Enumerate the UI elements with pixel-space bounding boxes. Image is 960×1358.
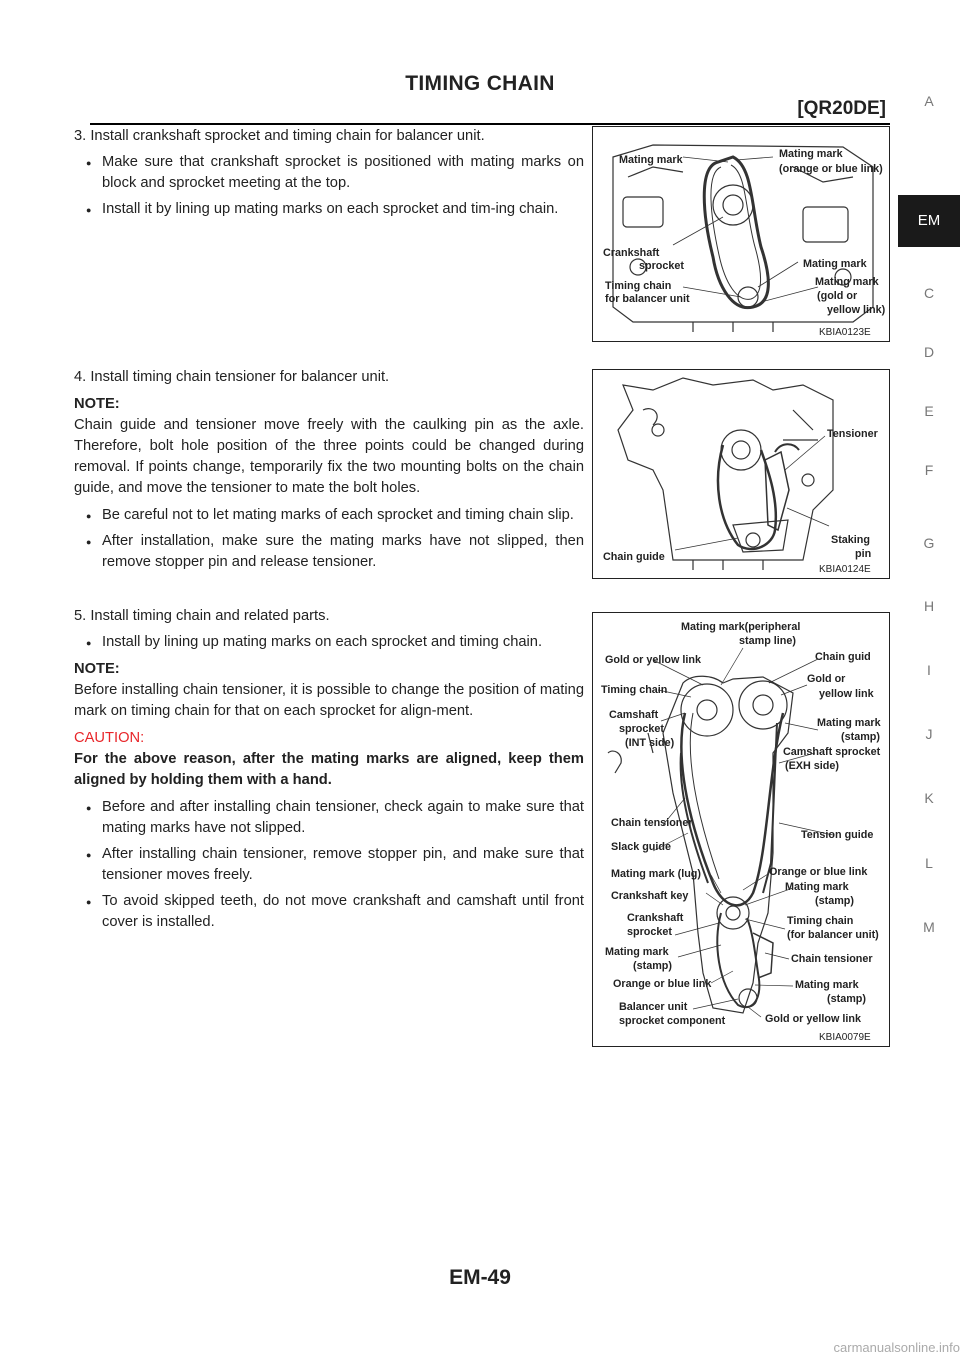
figure-id: KBIA0123E [819,327,871,338]
figure-label: Gold or yellow link [605,654,701,666]
figure-label: Mating mark [803,258,867,270]
figure-label: sprocket [639,260,685,272]
step-5 [74,606,584,933]
figure-label: Orange or blue link [613,978,712,990]
step-3 [74,126,584,220]
figure-label: Tensioner [827,428,878,440]
note-text: Chain guide and tensioner move freely with the caulking pin as the axle. Therefore, bolt hole position of the three points could be changed during removal. If points change, temporarily fix the two mounting bolts on the chain guide, and move the tensioner to mate the bolt holes. [74,417,584,496]
section-tab-f[interactable]: F [924,462,934,478]
figure-timing-chain-layout [592,612,890,1047]
step-3-bullet: ● Make sure that crankshaft sprocket is positioned with mating marks on block and sprocket meeting at the top. [74,152,584,194]
figure-label: Gold or yellow link [765,1013,861,1025]
caution-label: CAUTION: [74,730,145,746]
section-tab-k[interactable]: K [924,790,934,806]
step-4-bullet: ● Be careful not to let mating marks of each sprocket and timing chain slip. [74,505,584,526]
figure-label: Camshaft sprocket [783,746,881,758]
figure-label: (EXH side) [785,760,839,772]
figure-label: for balancer unit [605,293,690,305]
figure-label: (stamp) [841,731,880,743]
figure-label: (stamp) [633,960,672,972]
figure-label: Mating mark [795,979,859,991]
section-tab-em[interactable]: EM [898,195,960,247]
page-title: TIMING CHAIN [405,72,555,95]
figure-label: Chain tensioner [791,953,873,965]
section-tab-g[interactable]: G [923,535,935,551]
header-rule [90,123,890,125]
figure-label: Mating mark [779,148,843,160]
figure-label: Tension guide [801,829,874,841]
caution-text: For the above reason, after the mating marks are aligned, keep them aligned by holding them with a hand. [74,751,584,788]
section-tab-m[interactable]: M [923,919,935,935]
step-3-heading: 3. Install crankshaft sprocket and timing chain for balancer unit. [74,128,485,144]
figure-label: pin [855,548,872,560]
figure-label: Camshaft [609,709,659,721]
figure-label: Mating mark [815,276,879,288]
watermark: carmanualsonline.info [833,1340,960,1355]
figure-chain-tensioner [592,369,890,579]
section-tab-h[interactable]: H [923,598,935,614]
step-5-bullet: ● To avoid skipped teeth, do not move crankshaft and camshaft until front cover is installed. [74,891,584,933]
section-tab-e[interactable]: E [924,403,934,419]
engine-code: [QR20DE] [797,98,886,119]
figure-label: Chain guid [815,651,871,663]
note-label: NOTE: [74,396,120,412]
step-4-heading: 4. Install timing chain tensioner for balancer unit. [74,369,390,385]
step-5-heading: 5. Install timing chain and related parts. [74,608,330,624]
note-text: Before installing chain tensioner, it is possible to change the position of mating mark on timing chain for that on each sprocket for align-ment. [74,682,584,719]
step-3-bullet: ● Install it by lining up mating marks on each sprocket and tim-ing chain. [74,199,584,220]
figure-crankshaft-sprocket [592,126,890,342]
step-4-bullet: ● After installation, make sure the mating marks have not slipped, then remove stopper pin and release tensioner. [74,531,584,573]
figure-label: Chain guide [603,551,665,563]
figure-label: Mating mark [785,881,849,893]
figure-id: KBIA0124E [819,564,871,575]
section-tab-i[interactable]: I [927,662,931,678]
figure-label: yellow link [819,688,874,700]
figure-label: (stamp) [827,993,866,1005]
figure-label: Mating mark(peripheral [681,621,801,633]
note-label: NOTE: [74,661,120,677]
figure-label: sprocket [627,926,673,938]
figure-label: Mating mark (lug) [611,868,701,880]
figure-label: Slack guide [611,841,672,853]
figure-label: Crankshaft [603,247,660,259]
figure-label: Gold or [807,673,846,685]
figure-label: sprocket [619,723,665,735]
figure-label: Crankshaft key [611,890,689,902]
figure-label: Staking [831,534,870,546]
figure-label: Mating mark [817,717,881,729]
step-5-bullet: ● After installing chain tensioner, remove stopper pin, and make sure that tensioner moves freely. [74,844,584,886]
figure-label: (gold or [817,290,858,302]
step-5-bullet: ● Install by lining up mating marks on each sprocket and timing chain. [74,632,584,653]
step-4 [74,367,584,573]
section-tab-j[interactable]: J [925,726,933,742]
figure-label: Mating mark [605,946,669,958]
figure-label: yellow link) [827,304,886,316]
figure-label: stamp line) [739,635,796,647]
figure-label: (stamp) [815,895,854,907]
figure-label: Timing chain [605,280,672,292]
figure-label: Chain tensioner [611,817,693,829]
figure-label: Orange or blue link [769,866,868,878]
section-tab-l[interactable]: L [925,855,933,871]
section-tab-c[interactable]: C [923,285,935,301]
page-number: EM-49 [449,1266,511,1289]
figure-id: KBIA0079E [819,1032,871,1043]
section-tab-a[interactable]: A [924,93,934,109]
section-tab-d[interactable]: D [923,344,935,360]
figure-label: sprocket component [619,1015,726,1027]
figure-label: Timing chain [787,915,854,927]
step-5-bullet: ● Before and after installing chain tensioner, check again to make sure that mating marks have not slipped. [74,797,584,839]
figure-label: Mating mark [619,154,683,166]
figure-label: Timing chain [601,684,668,696]
figure-label: Crankshaft [627,912,684,924]
figure-label: (for balancer unit) [787,929,879,941]
figure-label: (orange or blue link) [779,163,883,175]
figure-label: Balancer unit [619,1001,688,1013]
figure-label: (INT side) [625,737,675,749]
